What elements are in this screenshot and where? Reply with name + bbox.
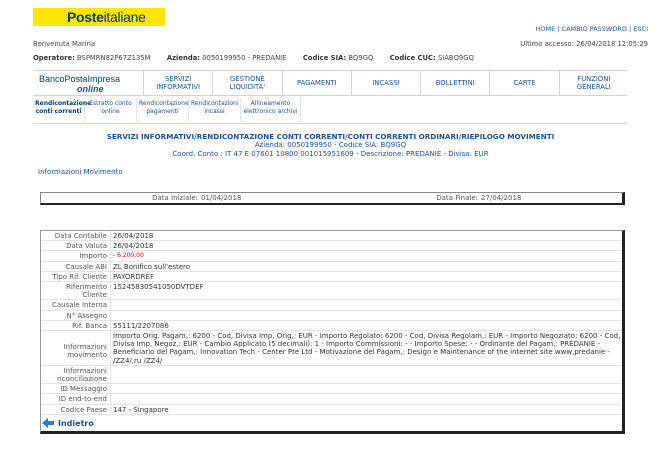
azienda-value: 0050199950 - PREDANIE [202,54,287,62]
row-value: 26/04/2018 [113,242,154,251]
back-label: Indietro [58,418,94,428]
nav-incassi[interactable]: INCASSI [351,71,420,95]
end-date-label: Data Finale: [436,194,478,202]
table-row [41,311,622,321]
table-row [41,366,622,384]
row-label: Informazioni riconciliazione [41,366,111,383]
movement-detail-table [40,230,625,434]
row-value: ZL Bonifico sull'estero [113,262,191,271]
sub-nav [33,98,301,122]
nav-funzioni-generali[interactable]: FUNZIONI GENERALI [559,71,628,95]
start-date-label: Data Iniziale: [152,194,198,202]
row-value: 147 - Singapore [113,405,169,414]
operatore-label: Operatore: [33,54,75,62]
date-range-box [40,192,625,205]
row-label: Riferimento Cliente [41,282,111,299]
row-value [111,311,622,320]
row-label: Causale Interna [41,300,111,309]
row-value [111,394,622,403]
subnav-rendicontazione-pagamenti[interactable]: Rendicontazione pagamenti [137,98,189,122]
breadcrumb-path: SERVIZI INFORMATIVI/RENDICONTAZIONE CONTI CORRENTI/CONTI CORRENTI ORDINARI/RIEPILOGO MOVIMENTI [106,132,555,141]
table-row [41,282,622,300]
table-row [41,394,622,404]
table-row [41,384,622,394]
row-value: 55111/2207086 [113,321,169,330]
row-label: ID end-to-end [41,394,111,403]
page-heading [33,132,628,159]
end-date-value: 27/04/2018 [481,194,522,202]
row-value: Importo Orig. Pagam,: 6200 - Cod, Divisa Imp, Orig,: EUR - Importo Regolato: 6200 - Cod, Divisa Regolam,: EUR - Importo Negoziato: 6200 - Cod, Divisa Imp, Negoz,: EUR - Cambio Applicato (5 decimali): 1 - Importo Commissioni: - - Importo Spese: - - Ordinante del Pagam,: PREDANIE - Beneficiario del Pagam,: Innovation Tech - Center Pte Ltd - Motivazione del Pagam,: Design e Maintenance of the internet site www,predanie - /ZZ4/,ru /ZZ4/ [113,332,621,365]
table-row [41,251,622,261]
row-label: N° Assegno [41,311,111,320]
table-row [41,241,622,251]
table-row [41,272,622,282]
nav-bollettini[interactable]: BOLLETTINI [420,71,489,95]
row-label: Causale ABI [41,262,111,271]
row-value [111,300,622,309]
importo-value: - 6.200,00 [113,252,144,260]
row-label: Importo [41,251,111,260]
table-row [41,331,622,366]
heading-coord-conto: Coord. Conto : IT 47 E 07601 10800 001015951609 - Descrizione: PREDANIE - Divisa: EUR [172,150,489,158]
user-info [33,54,474,62]
row-label: Rif. Banca [41,321,111,330]
arrow-left-icon [42,418,54,428]
bancoposta-logo [33,71,143,95]
row-value [111,366,622,383]
brand-line2: online [77,84,104,94]
row-label: Informazioni movimento [41,331,111,365]
posteitaliane-logo [33,8,165,26]
row-label: Tipo Rif. Cliente [41,272,111,281]
azienda-label: Azienda: [166,54,201,62]
table-row [41,262,622,272]
table-row [41,321,622,331]
row-value: PAYORDREF [113,272,154,281]
subnav-rendicontazioni-incassi[interactable]: Rendicontazioni incassi [189,98,241,122]
subnav-estratto-conto[interactable]: Estratto conto online [85,98,137,122]
table-row [41,405,622,415]
row-label: Data Valuta [41,241,111,250]
operatore-value: BSPMRN82P67Z135M [76,54,151,62]
sia-label: Codice SIA: [302,54,347,62]
row-value: 26/04/2018 [113,232,154,240]
nav-pagamenti[interactable]: PAGAMENTI [282,71,351,95]
start-date-value: 01/04/2018 [201,194,242,202]
brand-line1: BancoPostaImpresa [39,74,121,84]
subnav-allineamento-archivi[interactable]: Allineamento elettronico archivi [241,98,301,122]
nav-gestione-liquidita[interactable]: GESTIONE LIQUIDITA' [212,71,281,95]
nav-carte[interactable]: CARTE [489,71,558,95]
row-value: 15245830541050DVTDEF [113,283,204,292]
back-button[interactable] [42,418,94,428]
section-title: Informazioni Movimento [38,168,123,176]
cuc-value: SIABQ9GQ [437,54,474,62]
row-label: Data Contabile [41,231,111,240]
nav-servizi-informativi[interactable]: SERVIZI INFORMATIVI [143,71,212,95]
row-label: Codice Paese [41,405,111,414]
heading-azienda: Azienda: 0050199950 - Codice SIA: BQ9GQ [254,141,407,149]
welcome-text: Benvenuta Marina [33,40,96,48]
top-links[interactable]: HOME | CAMBIO PASSWORD | ESCI [535,25,648,33]
last-access: Ultimo accesso: 26/04/2018 12:05:29 [520,40,648,48]
table-row [41,231,622,241]
sia-value: BQ9GQ [348,54,374,62]
main-nav [33,70,628,96]
row-value [111,384,622,393]
logo-bold-text: Poste [67,9,104,25]
table-row [41,300,622,310]
logo-light-text: italiane [103,9,146,25]
subnav-rendicontazione-conti[interactable]: Rendicontazione conti correnti [33,98,85,122]
row-label: ID Messaggio [41,384,111,393]
cuc-label: Codice CUC: [389,54,436,62]
subnav-divider [33,123,628,124]
